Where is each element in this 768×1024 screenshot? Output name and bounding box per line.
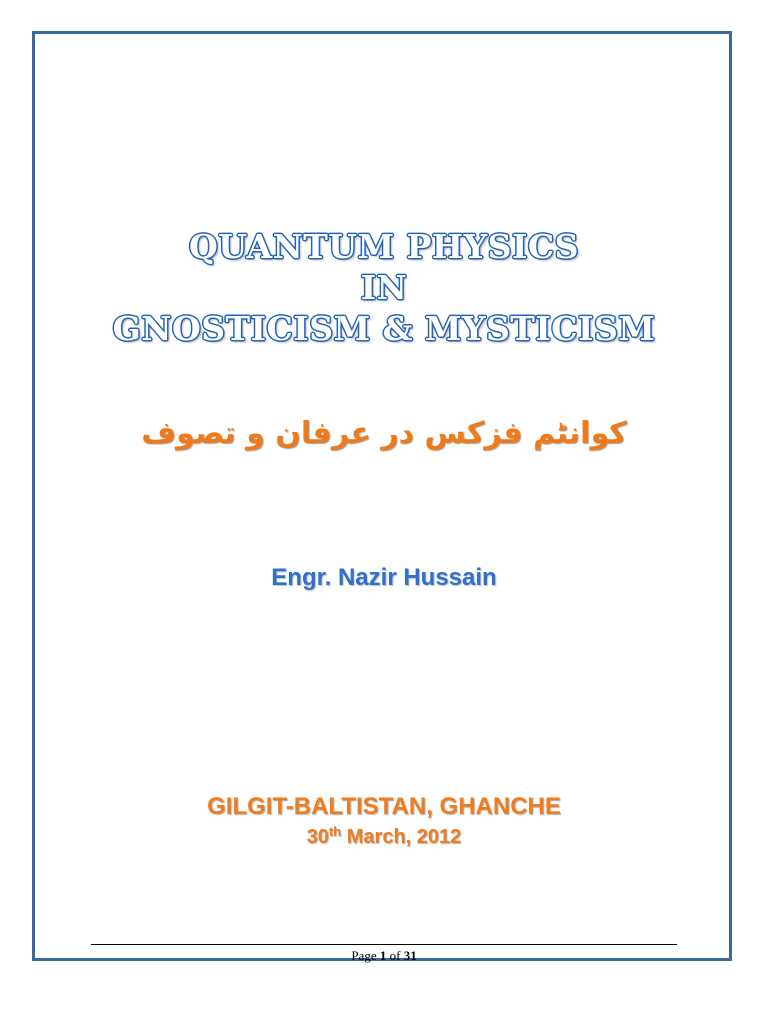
author-name: Engr. Nazir Hussain [271, 564, 497, 591]
urdu-title: کوانٹم فزکس در عرفان و تصوف [141, 416, 627, 451]
total-pages: 31 [403, 948, 417, 963]
title-line-3: GNOSTICISM & MYSTICISM [112, 309, 656, 348]
page-word: Page [351, 948, 377, 963]
date-day: 30 [306, 826, 329, 848]
title-line-2: IN [360, 268, 408, 307]
title-line-1: QUANTUM PHYSICS [188, 227, 580, 266]
date-suffix: th [328, 824, 342, 839]
document-title [0, 226, 768, 349]
page-number [0, 947, 768, 964]
date-rest: March, 2012 [341, 826, 462, 848]
footer-divider [91, 944, 677, 945]
location: GILGIT-BALTISTAN, GHANCHE [207, 793, 561, 820]
publication-date [0, 824, 768, 850]
of-word: of [389, 948, 401, 963]
current-page: 1 [379, 948, 387, 963]
